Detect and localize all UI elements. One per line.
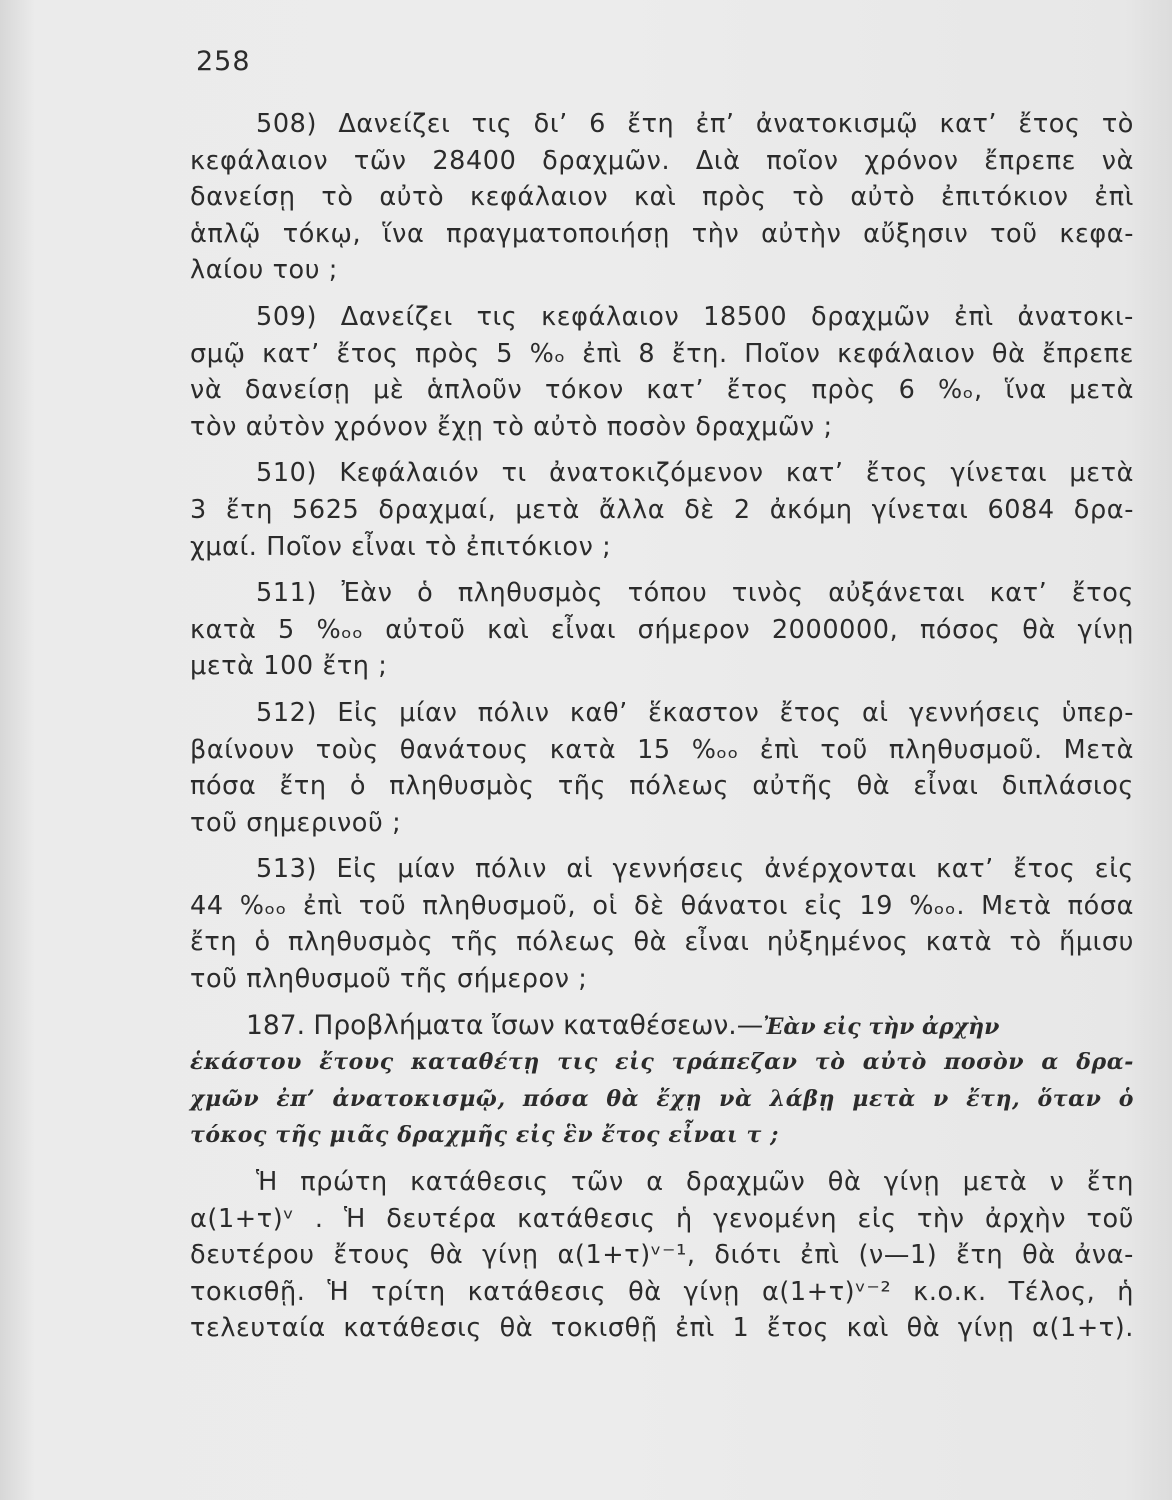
text-line: 508) Δανείζει τις δι’ 6 ἔτη ἐπ’ ἀνατοκισμῷ κατ’ ἔτος τὸ [256,109,1134,139]
body-line: Ἡ πρώτη κατάθεσις τῶν α δραχμῶν θὰ γίνῃ μετὰ ν ἔτη [256,1167,1134,1198]
section-title: 187. Προβλήματα ἴσων καταθέσεων.— [246,1009,764,1041]
text-line: 3 ἔτη 5625 δραχμαί, μετὰ ἄλλα δὲ 2 ἀκόμη γίνεται 6084 δρα- [190,494,1134,525]
text-line: 512) Εἰς μίαν πόλιν καθ’ ἕκαστον ἔτος αἱ γεννήσεις ὑπερ- [256,697,1134,728]
problem-510 [190,455,1134,565]
page-text [190,106,1134,1347]
section-187 [190,1008,1134,1347]
body-line: τοκισθῇ. Ἡ τρίτη κατάθεσις θὰ γίνῃ α(1+τ)ᵛ⁻² κ.ο.κ. Τέλος, ἡ [190,1276,1134,1307]
problem-509 [190,299,1134,445]
text-line: λαίου του ; [190,255,338,286]
body-line: α(1+τ)ᵛ . Ἡ δευτέρα κατάθεσις ἡ γενομένη εἰς τὴν ἀρχὴν τοῦ [190,1203,1134,1234]
section-heading [190,1008,1134,1045]
statement-line: τόκος τῆς μιᾶς δραχμῆς εἰς ἓν ἔτος εἶναι τ ; [190,1122,779,1149]
statement-line: ἑκάστου ἔτους καταθέτῃ τις εἰς τράπεζαν τὸ αὐτὸ ποσὸν α δρα- [190,1049,1134,1076]
problem-511 [190,575,1134,685]
text-line: ἔτη ὁ πληθυσμὸς τῆς πόλεως θὰ εἶναι ηὐξημένος κατὰ τὸ ἥμισυ [190,927,1134,958]
text-line: σμῷ κατ’ ἔτος πρὸς 5 %ₒ ἐπὶ 8 ἔτη. Ποῖον κεφάλαιον θὰ ἔπρεπε [190,338,1134,369]
problem-513 [190,851,1134,997]
text-line: κεφάλαιον τῶν 28400 δραχμῶν. Διὰ ποῖον χρόνον ἔπρεπε νὰ [190,145,1134,176]
text-line: δανείσῃ τὸ αὐτὸ κεφάλαιον καὶ πρὸς τὸ αὐτὸ ἐπιτόκιον ἐπὶ [190,182,1134,213]
text-line: 509) Δανείζει τις κεφάλαιον 18500 δραχμῶν ἐπὶ ἀνατοκι- [256,301,1134,332]
text-line: 511) Ἐὰν ὁ πληθυσμὸς τόπου τινὸς αὐξάνεται κατ’ ἔτος [256,578,1134,609]
text-line: τοῦ πληθυσμοῦ τῆς σήμερον ; [190,964,588,995]
problem-512 [190,695,1134,841]
page-number: 258 [196,46,251,77]
problem-508 [190,106,1134,289]
text-line: νὰ δανείσῃ μὲ ἁπλοῦν τόκον κατ’ ἔτος πρὸς 6 %ₒ, ἵνα μετὰ [190,375,1134,406]
text-line: κατὰ 5 %ₒₒ αὐτοῦ καὶ εἶναι σήμερον 2000000, πόσος θὰ γίνῃ [190,614,1134,645]
text-line: 44 %ₒₒ ἐπὶ τοῦ πληθυσμοῦ, οἱ δὲ θάνατοι εἰς 19 %ₒₒ. Μετὰ πόσα [190,890,1134,921]
text-line: 513) Εἰς μίαν πόλιν αἱ γεννήσεις ἀνέρχονται κατ’ ἔτος εἰς [256,854,1134,885]
text-line: πόσα ἔτη ὁ πληθυσμὸς τῆς πόλεως αὐτῆς θὰ εἶναι διπλάσιος [190,771,1134,802]
body-line: τελευταία κατάθεσις θὰ τοκισθῇ ἐπὶ 1 ἔτος καὶ θὰ γίνῃ α(1+τ). [190,1313,1134,1344]
section-statement-start: Ἐὰν εἰς τὴν ἀρχὴν [763,1013,1000,1040]
text-line: μετὰ 100 ἔτη ; [190,651,388,682]
text-line: τοῦ σημερινοῦ ; [190,807,402,838]
text-line: ἁπλῷ τόκῳ, ἵνα πραγματοποιήσῃ τὴν αὐτὴν αὔξησιν τοῦ κεφα- [190,218,1134,249]
text-line: τὸν αὐτὸν χρόνον ἔχῃ τὸ αὐτὸ ποσὸν δραχμῶν ; [190,411,833,442]
statement-line: χμῶν ἐπ’ ἀνατοκισμῷ, πόσα θὰ ἔχῃ νὰ λάβῃ μετὰ ν ἔτη, ὅταν ὁ [190,1085,1134,1112]
text-line: βαίνουν τοὺς θανάτους κατὰ 15 %ₒₒ ἐπὶ τοῦ πληθυσμοῦ. Μετὰ [190,734,1134,765]
text-line: 510) Κεφάλαιόν τι ἀνατοκιζόμενον κατ’ ἔτος γίνεται μετὰ [256,458,1134,489]
text-line: χμαί. Ποῖον εἶναι τὸ ἐπιτόκιον ; [190,531,612,562]
body-line: δευτέρου ἔτους θὰ γίνῃ α(1+τ)ᵛ⁻¹, διότι ἐπὶ (ν—1) ἔτη θὰ ἀνα- [190,1240,1134,1271]
